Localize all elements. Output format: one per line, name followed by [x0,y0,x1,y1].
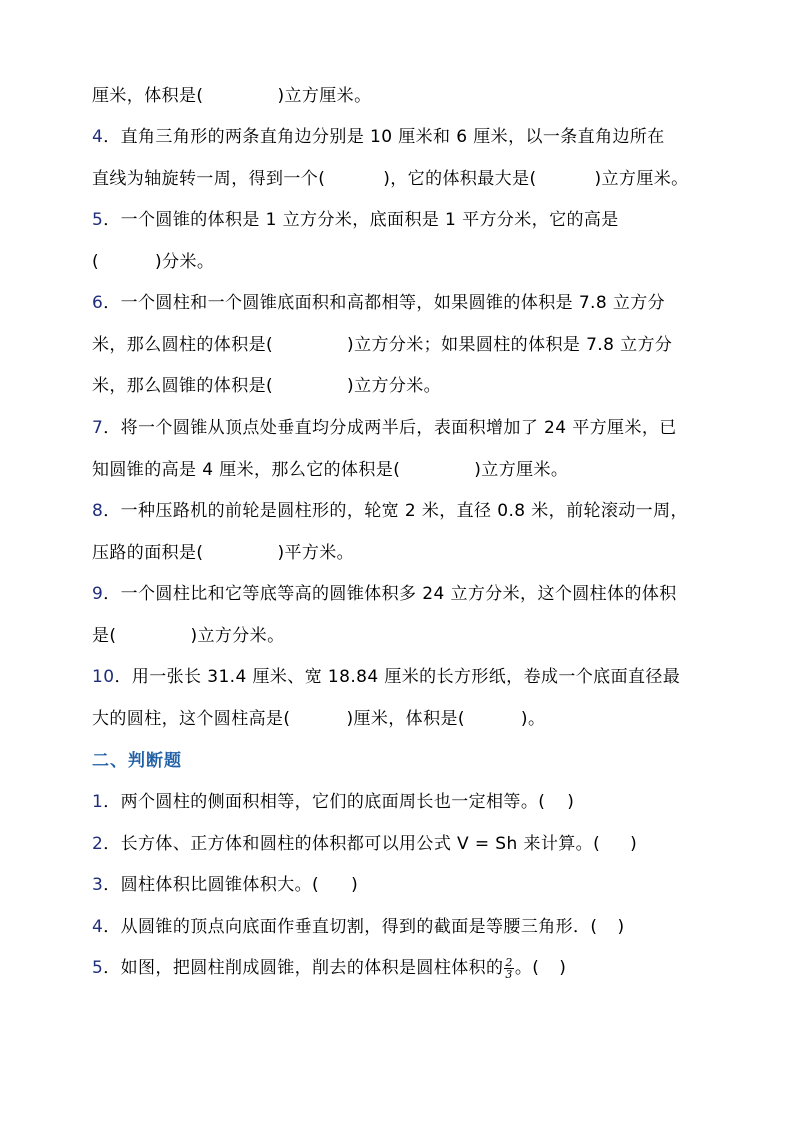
q4-text-2c: )立方厘米。 [594,169,689,189]
q4-line-2 [92,167,734,191]
q5-number: 5 [92,210,104,230]
q10-line-2 [92,707,734,731]
q5-line-2 [92,250,734,274]
q6-text-3a: 米，那么圆锥的体积是( [92,376,274,396]
q6-text-3b: )立方分米。 [347,376,442,396]
judge-q1 [92,790,734,814]
q4-line-1 [92,125,734,149]
judge-q3-text: ．圆柱体积比圆锥体积大。( [103,875,320,895]
q9-text-2a: 是( [92,626,117,646]
q8-line-1 [92,499,734,523]
q10-line-1 [92,665,734,689]
judge-q5 [92,956,734,980]
judge-q3 [92,873,734,897]
q3-text: 厘米，体积是( [92,86,204,106]
q5-text-2b: )分米。 [155,252,215,272]
q9-text: ．一个圆柱比和它等底等高的圆锥体积多 24 立方分米，这个圆柱体的体积 [103,584,677,604]
q4-number: 4 [92,127,104,147]
judge-q5-number: 5 [92,958,104,978]
q9-line-2 [92,624,734,648]
judge-q2 [92,832,734,856]
q9-line-1 [92,582,734,606]
q4-text-2a: 直线为轴旋转一周，得到一个( [92,169,326,189]
q6-line-2 [92,333,734,357]
q5-text: ．一个圆锥的体积是 1 立方分米，底面积是 1 平方分米，它的高是 [103,210,619,230]
fraction-denominator: 3 [505,967,513,981]
q7-line-1 [92,416,734,440]
judge-q2-text: ．长方体、正方体和圆柱的体积都可以用公式 V = Sh 来计算。( [103,834,601,854]
q4-text: ．直角三角形的两条直角边分别是 10 厘米和 6 厘米，以一条直角边所在 [103,127,665,147]
judge-q1-number: 1 [92,792,104,812]
judge-q5-after: 。( [514,958,540,978]
q6-text-2a: 米，那么圆柱的体积是( [92,335,274,355]
q3-text-end: )立方厘米。 [277,86,372,106]
q10-text: ．用一张长 31.4 厘米、宽 18.84 厘米的长方形纸，卷成一个底面直径最 [114,667,681,687]
judge-q1-close: ) [567,792,575,812]
q8-text-2a: 压路的面积是( [92,543,204,563]
q10-text-2c: )。 [520,709,546,729]
judge-q3-close: ) [351,875,359,895]
q6-text-2b: )立方分米；如果圆柱的体积是 7.8 立方分 [347,335,673,355]
q10-number: 10 [92,667,115,687]
two-thirds-fraction [504,957,513,980]
judge-q4-text: ．从圆锥的顶点向底面作垂直切割，得到的截面是等腰三角形．( [103,917,598,937]
q8-text: ．一种压路机的前轮是圆柱形的，轮宽 2 米，直径 0.8 米，前轮滚动一周， [103,501,688,521]
q4-text-2b: )，它的体积最大是( [383,169,537,189]
judge-q2-close: ) [630,834,638,854]
q9-number: 9 [92,584,104,604]
q6-line-3 [92,374,734,398]
fraction-numerator: 2 [505,955,513,969]
q7-line-2 [92,458,734,482]
q7-text-2b: )立方厘米。 [474,460,569,480]
q6-line-1 [92,291,734,315]
q10-text-2a: 大的圆柱，这个圆柱高是( [92,709,291,729]
judge-q1-text: ．两个圆柱的侧面积相等，它们的底面周长也一定相等。( [103,792,546,812]
judge-q4-number: 4 [92,917,104,937]
q8-text-2b: )平方米。 [277,543,355,563]
q10-text-2b: )厘米，体积是( [346,709,465,729]
judge-q4-close: ) [617,917,625,937]
judge-q5-text: ．如图，把圆柱削成圆锥，削去的体积是圆柱体积的 [103,958,504,978]
q3-continuation [92,84,734,108]
judge-q2-number: 2 [92,834,104,854]
judge-q3-number: 3 [92,875,104,895]
q5-text-2a: ( [92,252,100,272]
q7-number: 7 [92,418,104,438]
q7-text-2a: 知圆锥的高是 4 厘米，那么它的体积是( [92,460,401,480]
q6-number: 6 [92,293,104,313]
q8-number: 8 [92,501,104,521]
judge-q5-close: ) [559,958,567,978]
q9-text-2b: )立方分米。 [190,626,285,646]
q5-line-1 [92,208,734,232]
q7-text: ．将一个圆锥从顶点处垂直均分成两半后，表面积增加了 24 平方厘米，已 [103,418,677,438]
q6-text: ．一个圆柱和一个圆锥底面积和高都相等，如果圆锥的体积是 7.8 立方分 [103,293,666,313]
judge-q4 [92,915,734,939]
section-heading-judgement: 二、判断题 [92,751,182,771]
q8-line-2 [92,541,734,565]
